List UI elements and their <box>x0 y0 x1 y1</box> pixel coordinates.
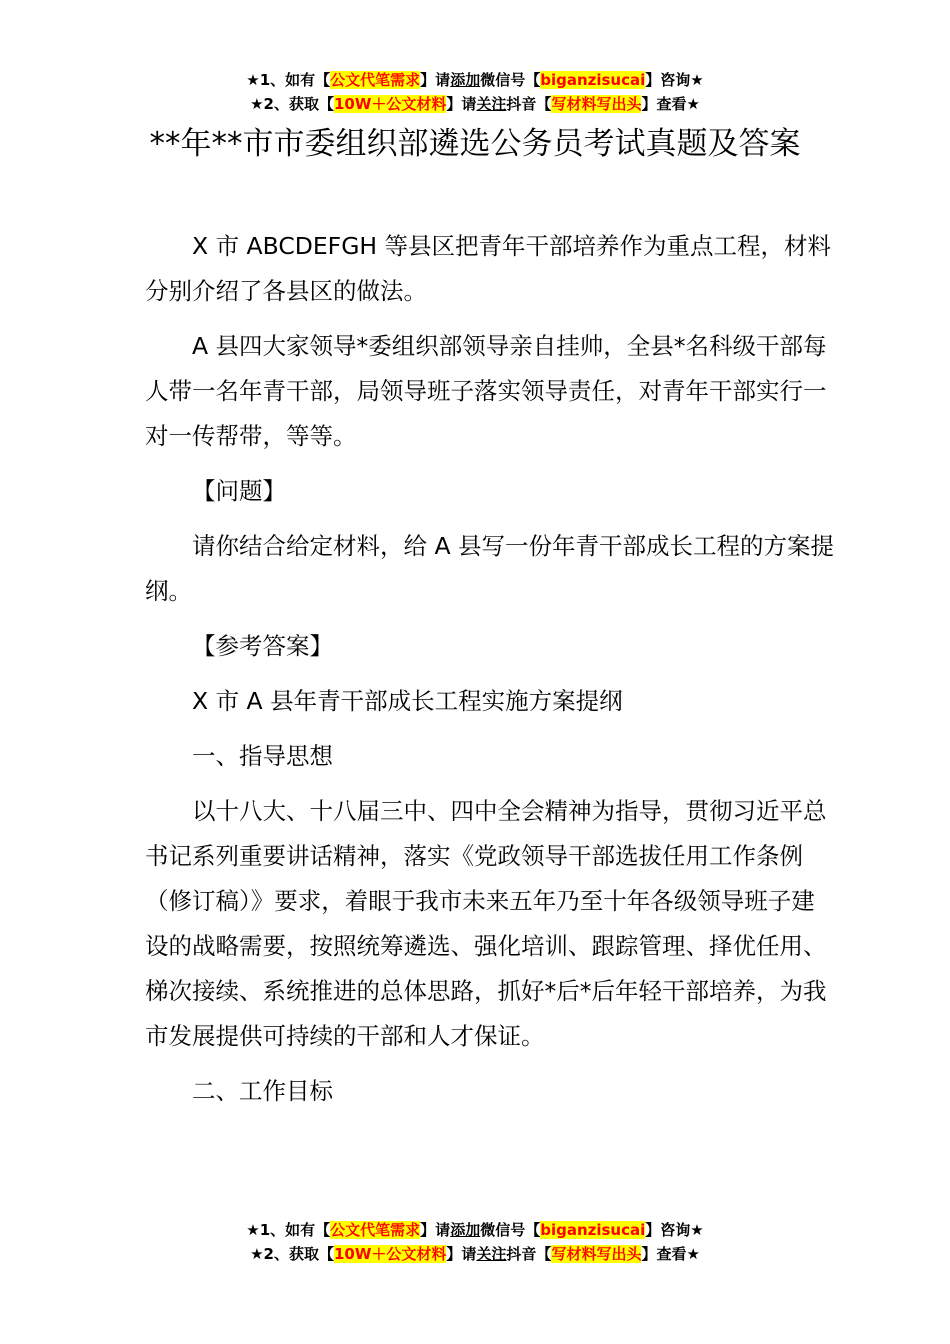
header-banner <box>0 68 950 116</box>
paragraph: X 市 A 县年青干部成长工程实施方案提纲 <box>192 687 623 715</box>
paragraph: 请你结合给定材料，给 A 县写一份年青干部成长工程的方案提纲。 <box>145 532 835 605</box>
banner-text: ★2、获取【 <box>250 1245 334 1263</box>
section-label-answer: 【参考答案】 <box>192 632 333 660</box>
banner-highlight: 10W＋公文材料 <box>333 95 447 113</box>
footer-banner <box>0 1218 950 1266</box>
banner-highlight: 公文代笔需求 <box>330 71 421 89</box>
banner-underline: 添加 <box>450 71 481 89</box>
banner-text: 抖音【 <box>506 1245 552 1263</box>
banner-highlight: 写材料写出头 <box>551 1245 642 1263</box>
document-title: **年**市市委组织部遴选公务员考试真题及答案 <box>149 126 801 162</box>
banner-highlight: 公文代笔需求 <box>330 1221 421 1239</box>
banner-text: 】咨询★ <box>645 1221 704 1239</box>
banner-line-1 <box>0 68 950 92</box>
banner-text: 微信号【 <box>480 71 541 89</box>
banner-line-1 <box>0 1218 950 1242</box>
banner-text: 抖音【 <box>506 95 552 113</box>
banner-text: ★2、获取【 <box>250 95 334 113</box>
banner-underline: 添加 <box>450 1221 481 1239</box>
document-body <box>145 224 835 1124</box>
banner-text: ★1、如有【 <box>246 71 331 89</box>
banner-text: 】咨询★ <box>645 71 704 89</box>
paragraph: X 市 ABCDEFGH 等县区把青年干部培养作为重点工程，材料分别介绍了各县区的做法。 <box>145 232 832 305</box>
banner-line-2 <box>0 92 950 116</box>
banner-highlight: 写材料写出头 <box>551 95 642 113</box>
paragraph: 以十八大、十八届三中、四中全会精神为指导，贯彻习近平总书记系列重要讲话精神，落实《党政领导干部选拔任用工作条例（修订稿）》要求，着眼于我市未来五年乃至十年各级领导班子建设的战略需要，按照统筹遴选、强化培训、跟踪管理、择优任用、梯次接续、系统推进的总体思路，抓好*后*后年轻干部培养，为我市发展提供可持续的干部和人才保证。 <box>145 797 827 1050</box>
banner-highlight: biganzisucai <box>540 1221 646 1239</box>
banner-text: 】请 <box>420 1221 451 1239</box>
banner-underline: 关注 <box>476 95 507 113</box>
banner-highlight: biganzisucai <box>540 71 646 89</box>
paragraph: A 县四大家领导*委组织部领导亲自挂帅，全县*名科级干部每人带一名年青干部，局领导班子落实领导责任，对青年干部实行一对一传帮带，等等。 <box>145 332 827 450</box>
banner-highlight: 10W＋公文材料 <box>333 1245 447 1263</box>
banner-text: 】请 <box>446 95 477 113</box>
banner-text: 微信号【 <box>480 1221 541 1239</box>
banner-text: 】查看★ <box>641 95 700 113</box>
banner-text: 】查看★ <box>641 1245 700 1263</box>
banner-text: ★1、如有【 <box>246 1221 331 1239</box>
banner-text: 】请 <box>446 1245 477 1263</box>
section-label-question: 【问题】 <box>192 477 286 505</box>
banner-underline: 关注 <box>476 1245 507 1263</box>
banner-text: 】请 <box>420 71 451 89</box>
banner-line-2 <box>0 1242 950 1266</box>
section-heading: 一、指导思想 <box>192 742 333 770</box>
section-heading: 二、工作目标 <box>192 1077 333 1105</box>
